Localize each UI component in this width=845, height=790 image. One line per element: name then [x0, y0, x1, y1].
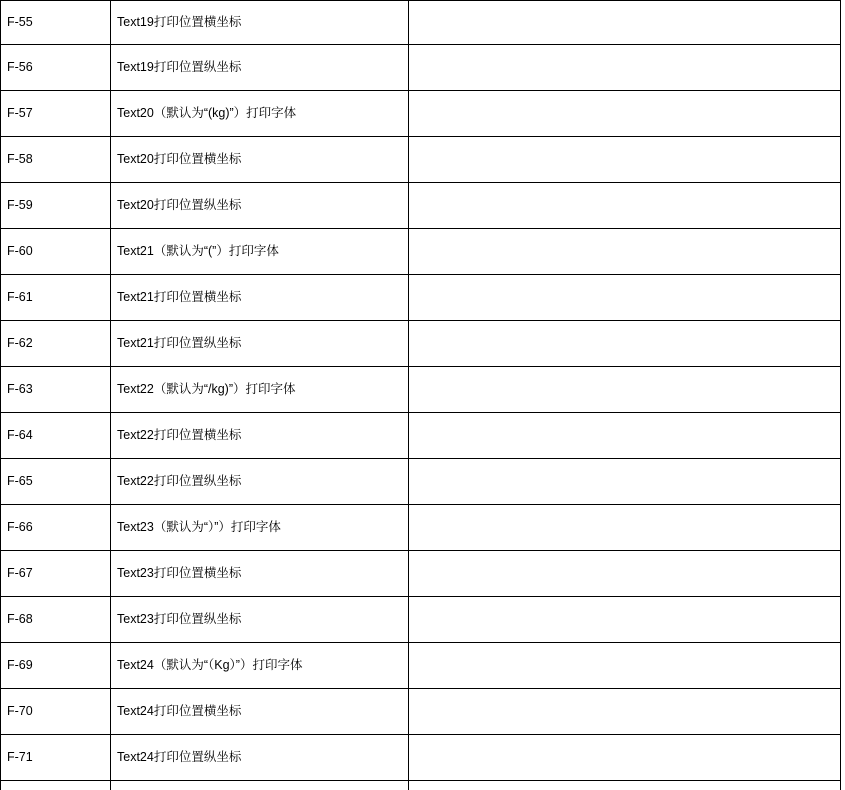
row-code-cell — [1, 413, 111, 459]
row-desc-cell — [111, 643, 409, 689]
row-code-text: F-71 — [7, 750, 33, 765]
row-desc-text: Text23打印位置横坐标 — [117, 566, 242, 581]
row-code-text: F-69 — [7, 658, 33, 673]
row-code-cell — [1, 321, 111, 367]
row-desc-cell — [111, 229, 409, 275]
row-desc-cell — [111, 735, 409, 781]
row-code-text: F-65 — [7, 474, 33, 489]
row-desc-text: Text22打印位置纵坐标 — [117, 474, 242, 489]
row-code-cell — [1, 91, 111, 137]
row-desc-text: Text21打印位置纵坐标 — [117, 336, 242, 351]
row-code-text: F-62 — [7, 336, 33, 351]
row-code-text: F-61 — [7, 290, 33, 305]
table-row — [1, 1, 841, 45]
row-code-text: F-67 — [7, 566, 33, 581]
row-desc-cell — [111, 505, 409, 551]
row-code-cell — [1, 597, 111, 643]
table-row — [1, 275, 841, 321]
row-code-cell — [1, 229, 111, 275]
row-value-cell[interactable] — [409, 551, 841, 597]
row-value-cell[interactable] — [409, 275, 841, 321]
row-desc-text: Text23打印位置纵坐标 — [117, 612, 242, 627]
row-code-cell — [1, 459, 111, 505]
row-code-cell — [1, 183, 111, 229]
row-desc-cell — [111, 275, 409, 321]
row-desc-text: Text24（默认为“（Kg）”）打印字体 — [117, 658, 303, 673]
row-code-cell — [1, 689, 111, 735]
row-value-cell[interactable] — [409, 45, 841, 91]
row-value-cell[interactable] — [409, 183, 841, 229]
table-row — [1, 505, 841, 551]
row-desc-text: Text19打印位置横坐标 — [117, 15, 242, 30]
row-desc-cell — [111, 1, 409, 45]
row-value-cell[interactable] — [409, 689, 841, 735]
row-desc-cell — [111, 183, 409, 229]
row-value-cell[interactable] — [409, 505, 841, 551]
row-desc-text: Text20（默认为“(kg)”）打印字体 — [117, 106, 297, 121]
table-row — [1, 91, 841, 137]
row-desc-text: Text20打印位置纵坐标 — [117, 198, 242, 213]
table-row — [1, 551, 841, 597]
row-desc-text: Text22打印位置横坐标 — [117, 428, 242, 443]
row-desc-cell — [111, 551, 409, 597]
row-value-cell[interactable] — [409, 137, 841, 183]
row-code-cell — [1, 643, 111, 689]
row-value-cell[interactable] — [409, 229, 841, 275]
row-value-cell[interactable] — [409, 321, 841, 367]
row-desc-text: Text23（默认为“）”）打印字体 — [117, 520, 281, 535]
row-desc-text: Text21（默认为“(”）打印字体 — [117, 244, 279, 259]
row-desc-text: Text22（默认为“/kg)”）打印字体 — [117, 382, 296, 397]
table-row — [1, 597, 841, 643]
row-code-text: F-59 — [7, 198, 33, 213]
row-value-cell[interactable] — [409, 413, 841, 459]
row-code-text: F-70 — [7, 704, 33, 719]
row-desc-text: Text21打印位置横坐标 — [117, 290, 242, 305]
row-value-cell[interactable] — [409, 597, 841, 643]
row-code-cell — [1, 735, 111, 781]
row-desc-cell — [111, 45, 409, 91]
row-desc-cell — [111, 91, 409, 137]
row-code-text: F-66 — [7, 520, 33, 535]
row-value-cell[interactable] — [409, 459, 841, 505]
row-code-text: F-55 — [7, 15, 33, 30]
row-code-cell — [1, 505, 111, 551]
table-row — [1, 137, 841, 183]
table-row — [1, 689, 841, 735]
row-desc-cell — [111, 137, 409, 183]
row-value-cell[interactable] — [409, 735, 841, 781]
table-row — [1, 367, 841, 413]
row-desc-text: Text19打印位置纵坐标 — [117, 60, 242, 75]
row-desc-text: Text24打印位置纵坐标 — [117, 750, 242, 765]
row-code-cell — [1, 1, 111, 45]
row-desc-text: Text20打印位置横坐标 — [117, 152, 242, 167]
row-value-cell[interactable] — [409, 643, 841, 689]
table-row — [1, 183, 841, 229]
table-row — [1, 321, 841, 367]
table-row — [1, 413, 841, 459]
row-code-text: F-58 — [7, 152, 33, 167]
row-desc-cell — [111, 459, 409, 505]
table-row — [1, 735, 841, 781]
row-value-cell[interactable] — [409, 367, 841, 413]
row-desc-text: Text24打印位置横坐标 — [117, 704, 242, 719]
row-value-cell[interactable] — [409, 1, 841, 45]
row-code-cell — [1, 137, 111, 183]
row-desc-cell — [111, 321, 409, 367]
table-row — [1, 229, 841, 275]
table-row — [1, 45, 841, 91]
table-row — [1, 781, 841, 790]
row-code-cell — [1, 367, 111, 413]
row-desc-cell — [111, 689, 409, 735]
row-code-text: F-57 — [7, 106, 33, 121]
row-code-cell — [1, 551, 111, 597]
row-code-text: F-63 — [7, 382, 33, 397]
row-value-cell[interactable] — [409, 91, 841, 137]
row-code-cell — [1, 275, 111, 321]
row-code-cell — [1, 45, 111, 91]
row-desc-cell — [111, 781, 409, 790]
row-code-text: F-60 — [7, 244, 33, 259]
row-code-text: F-68 — [7, 612, 33, 627]
row-desc-cell — [111, 413, 409, 459]
row-code-text: F-64 — [7, 428, 33, 443]
row-desc-cell — [111, 367, 409, 413]
table-body — [1, 1, 841, 790]
row-code-cell — [1, 781, 111, 790]
row-value-cell[interactable] — [409, 781, 841, 790]
table-row — [1, 643, 841, 689]
row-code-text: F-56 — [7, 60, 33, 75]
table-row — [1, 459, 841, 505]
row-desc-cell — [111, 597, 409, 643]
